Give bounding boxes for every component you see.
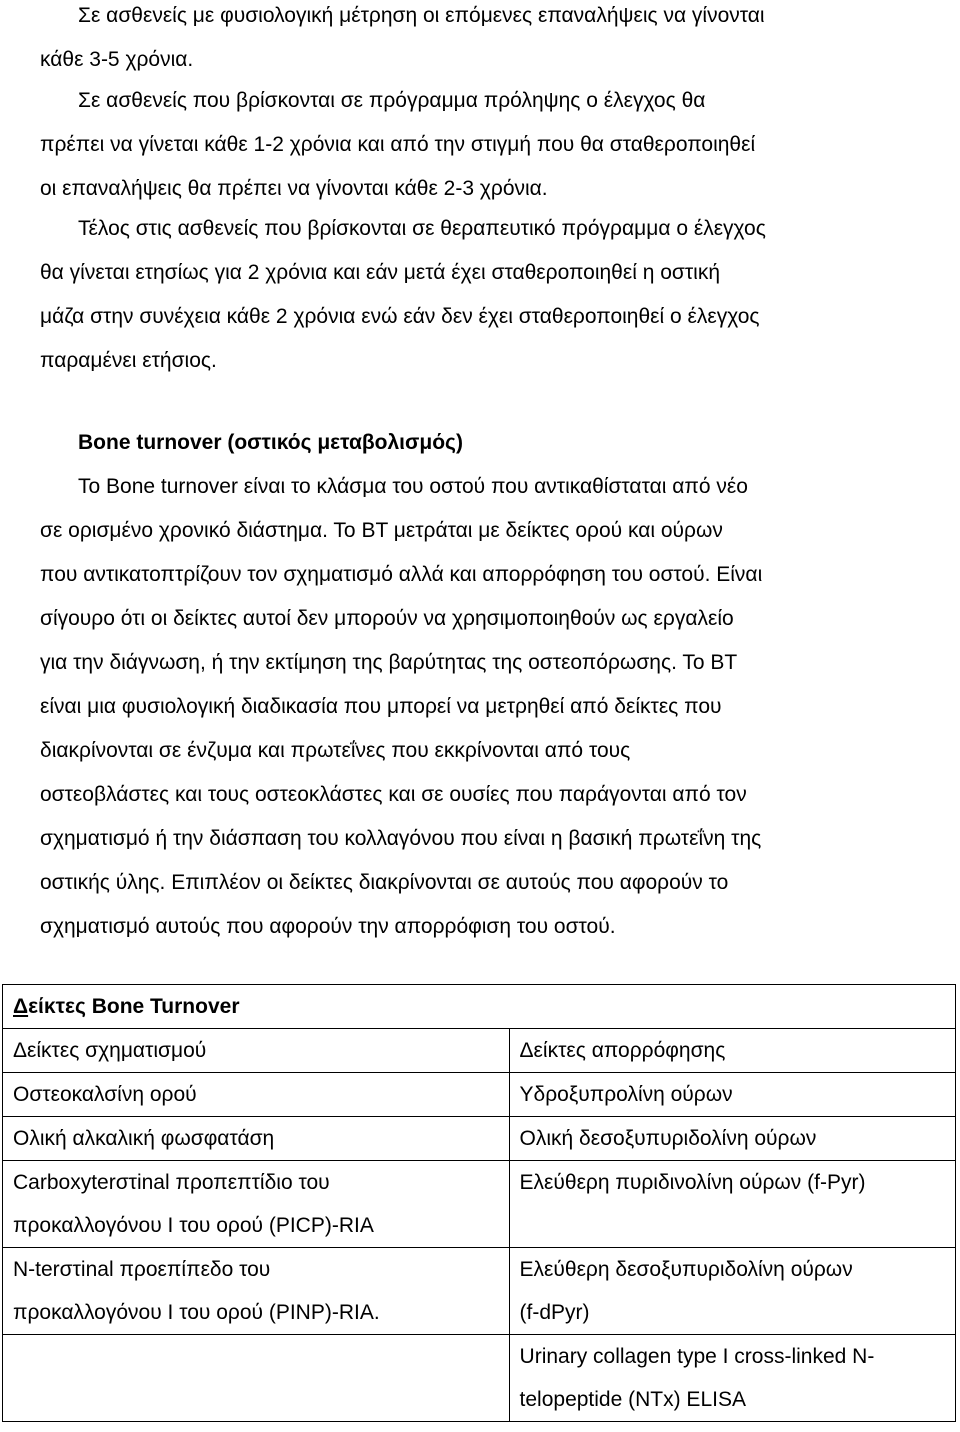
text-line: σχηματισμό αυτούς που αφορούν την απορρόφιση του οστού. (40, 915, 616, 938)
paragraph-follow-up-prevention (40, 79, 920, 211)
column-header-resorption: Δείκτες απορρόφησης (509, 1029, 955, 1073)
table-cell: Ολική δεσοξυπυριδολίνη ούρων (509, 1117, 955, 1161)
text-line: Σε ασθενείς που βρίσκονται σε πρόγραμμα πρόληψης ο έλεγχος θα (78, 89, 706, 112)
text-line: μάζα στην συνέχεια κάθε 2 χρόνια ενώ εάν δεν έχει σταθεροποιηθεί ο έλεγχος (40, 305, 760, 328)
bone-turnover-markers-table (2, 984, 956, 1422)
table-cell: Ελεύθερη δεσοξυπυριδολίνη ούρων (f-dPyr) (509, 1248, 955, 1335)
table-row (3, 1335, 956, 1422)
text-line: σε ορισμένο χρονικό διάστημα. Το ΒΤ μετράται με δείκτες ορού και ούρων (40, 519, 723, 542)
text-line: Το Bone turnover είναι το κλάσμα του οστού που αντικαθίσταται από νέο (78, 475, 748, 498)
text-line: οστεοβλάστες και τους οστεοκλάστες και σε ουσίες που παράγονται από τον (40, 783, 747, 806)
text-line: πρέπει να γίνεται κάθε 1-2 χρόνια και από την στιγμή που θα σταθεροποιηθεί (40, 133, 756, 156)
table-title-row (3, 985, 956, 1029)
text-line: διακρίνονται σε ένζυμα και πρωτεΐνες που εκκρίνονται από τους (40, 739, 631, 762)
text-line: για την διάγνωση, ή την εκτίμηση της βαρύτητας της οστεοπόρωσης. Το ΒΤ (40, 651, 738, 674)
table-row (3, 1161, 956, 1248)
table-cell: Υδροξυπρολίνη ούρων (509, 1073, 955, 1117)
table-cell: N-terστinal προεπίπεδο του προκαλλογόνου Ι του ορού (PINP)-RIA. (3, 1248, 510, 1335)
paragraph-bone-turnover (40, 465, 920, 949)
table-row (3, 1117, 956, 1161)
table-title: Δείκτες Bone Turnover (3, 985, 956, 1029)
table-row (3, 1073, 956, 1117)
text-line: είναι μια φυσιολογική διαδικασία που μπορεί να μετρηθεί από δείκτες που (40, 695, 722, 718)
table-header-row (3, 1029, 956, 1073)
text-line: Τέλος στις ασθενείς που βρίσκονται σε θεραπευτικό πρόγραμμα ο έλεγχος (78, 217, 766, 240)
paragraph-follow-up-normal (40, 0, 920, 82)
text-line: σχηματισμό ή την διάσπαση του κολλαγόνου που είναι η βασική πρωτεΐνη της (40, 827, 762, 850)
table-cell: Urinary collagen type I cross-linked N- telopeptide (NTx) ELISA (509, 1335, 955, 1422)
text-line: σίγουρο ότι οι δείκτες αυτοί δεν μπορούν να χρησιμοποιηθούν ως εργαλείο (40, 607, 734, 630)
table-cell: Carboxyterστinal προπεπτίδιο του προκαλλογόνου Ι του ορού (PICP)-RIA (3, 1161, 510, 1248)
text-line: οι επαναλήψεις θα πρέπει να γίνονται κάθε 2-3 χρόνια. (40, 177, 548, 200)
table-cell: Ελεύθερη πυριδινολίνη ούρων (f-Pyr) (509, 1161, 955, 1248)
table-cell: Ολική αλκαλική φωσφατάση (3, 1117, 510, 1161)
text-line: θα γίνεται ετησίως για 2 χρόνια και εάν μετά έχει σταθεροποιηθεί η οστική (40, 261, 720, 284)
table-row (3, 1248, 956, 1335)
text-line: παραμένει ετήσιος. (40, 349, 217, 372)
column-header-formation: Δείκτες σχηματισμού (3, 1029, 510, 1073)
text-line: που αντικατοπτρίζουν τον σχηματισμό αλλά και απορρόφηση του οστού. Είναι (40, 563, 763, 586)
section-heading: Bone turnover (οστικός μεταβολισμός) (78, 431, 463, 454)
text-line: οστικής ύλης. Επιπλέον οι δείκτες διακρίνονται σε αυτούς που αφορούν το (40, 871, 729, 894)
text-line: κάθε 3-5 χρόνια. (40, 48, 194, 71)
paragraph-follow-up-therapy (40, 207, 920, 383)
table-cell-empty (3, 1335, 510, 1422)
table-cell: Οστεοκαλσίνη ορού (3, 1073, 510, 1117)
text-line: Σε ασθενείς με φυσιολογική μέτρηση οι επόμενες επαναλήψεις να γίνονται (78, 4, 765, 27)
